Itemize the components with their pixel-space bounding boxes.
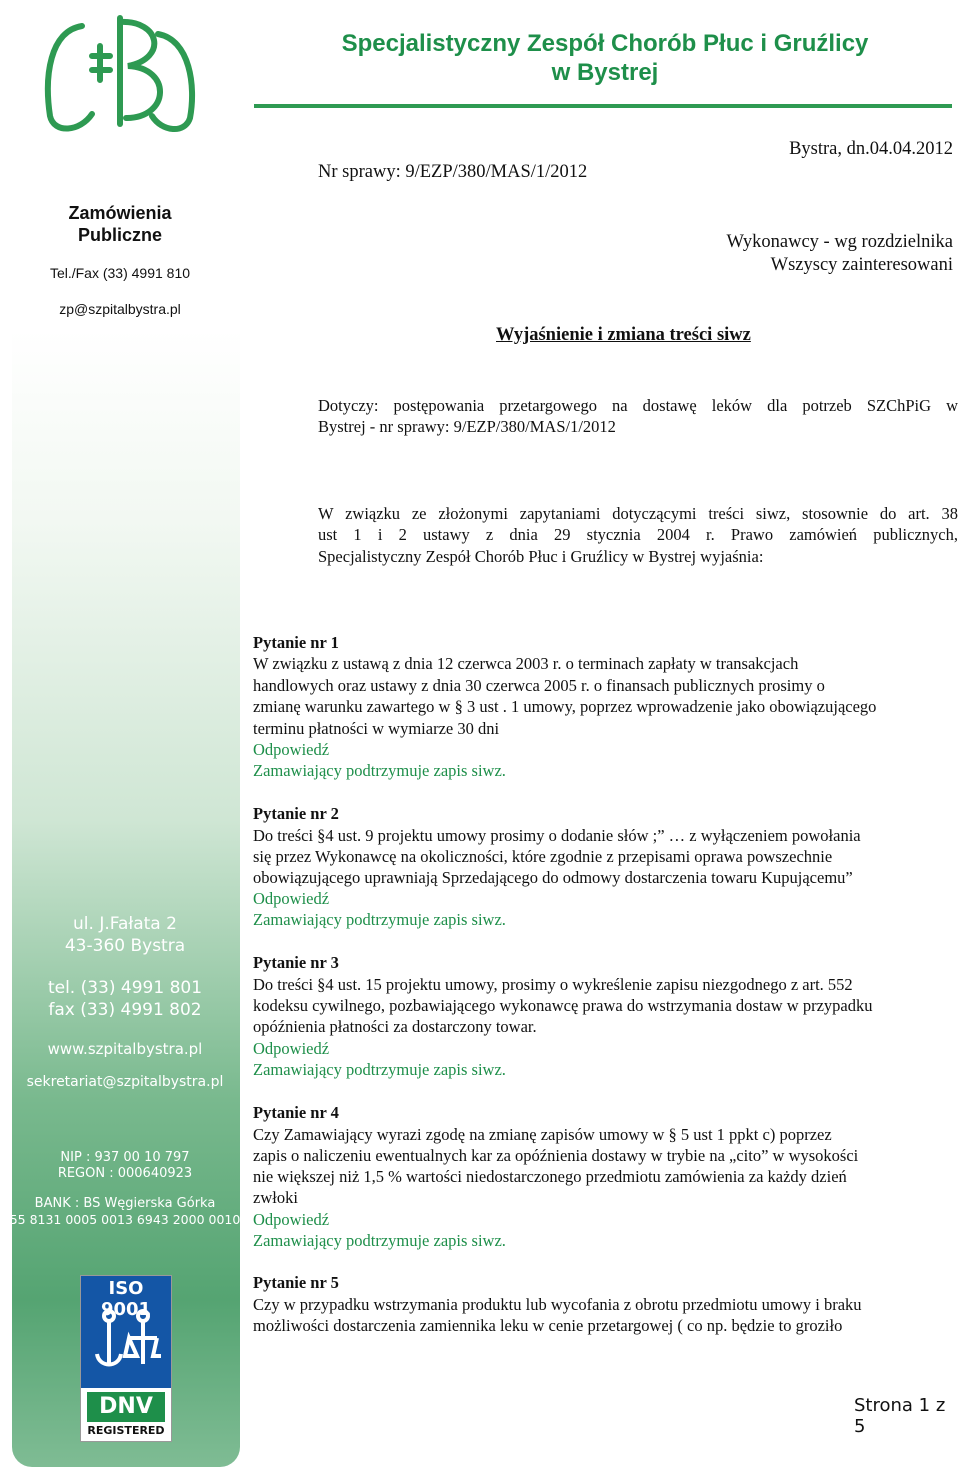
iso-certificate-badge: [80, 1275, 172, 1442]
sidebar-phone: Tel./Fax (33) 4991 810: [49, 265, 191, 281]
question-text-line: opóźnienia płatności za dostarczony towar.: [253, 1017, 537, 1036]
question-text-line: Do treści §4 ust. 15 projektu umowy, prosimy o wykreślenie zapisu niezgodnego z art. 552: [253, 975, 853, 994]
subject-title: Wyjaśnienie i zmiana treści siwz: [496, 325, 751, 345]
question-text-line: się przez Wykonawcę na okoliczności, które zgodnie z przepisami oprawa powszechnie: [253, 847, 833, 866]
answer-text: Zamawiający podtrzymuje zapis siwz.: [253, 1231, 506, 1250]
case-number: Nr sprawy: 9/EZP/380/MAS/1/2012: [318, 162, 588, 182]
answer-text: Zamawiający podtrzymuje zapis siwz.: [253, 910, 506, 929]
sidebar-account: 55 8131 0005 0013 6943 2000 0010: [9, 1212, 241, 1227]
header-title-line1: Specjalistyczny Zespół Chorób Płuc i Gruźlicy: [341, 30, 869, 57]
question-text-line: handlowych oraz ustawy z dnia 30 czerwca 2005 r. o finansach publicznych prosimy o: [253, 676, 825, 695]
question-text-line: kodeksu cywilnego, pozbawiającego wykonawcę prawa do wstrzymania dostaw w przypadku: [253, 996, 873, 1015]
answer-text: Zamawiający podtrzymuje zapis siwz.: [253, 761, 506, 780]
sidebar-heading-line1: Zamówienia: [68, 203, 172, 223]
sidebar-secretary-email: sekretariat@szpitalbystra.pl: [26, 1074, 224, 1090]
document-date: Bystra, dn.04.04.2012: [789, 139, 953, 159]
intro-line1: W związku ze złożonymi zapytaniami dotyczącymi treści siwz, stosownie do art. 38: [318, 504, 958, 523]
address-street: ul. J.Fałata 2: [73, 914, 177, 934]
question-text-line: zmianę warunku zawartego w § 3 ust . 1 umowy, poprzez wprowadzenie jako obowiązującego: [253, 697, 877, 716]
question-title: Pytanie nr 4: [253, 1103, 339, 1122]
answer-label: Odpowiedź: [253, 1039, 330, 1058]
address-city: 43-360 Bystra: [64, 936, 186, 956]
question-text-line: zwłoki: [253, 1188, 298, 1207]
hospital-logo: [40, 6, 200, 136]
answer-text: Zamawiający podtrzymuje zapis siwz.: [253, 1060, 506, 1079]
header-divider: [254, 104, 952, 108]
sidebar-heading-line2: Publiczne: [77, 225, 162, 245]
concerns-line2: Bystrej - nr sprawy: 9/EZP/380/MAS/1/2012: [318, 417, 616, 436]
page-number: Strona 1 z 5: [854, 1395, 946, 1437]
question-text-line: zapis o naliczeniu ewentualnych kar za opóźnienia dostawy w trybie na „cito” w wysokości: [253, 1146, 859, 1165]
question-text-line: Czy Zamawiający wyrazi zgodę na zmianę zapisów umowy w § 5 ust 1 ppkt c) poprzez: [253, 1125, 832, 1144]
question-title: Pytanie nr 1: [253, 633, 339, 652]
question-text-line: terminu płatności w wymiarze 30 dni: [253, 719, 500, 738]
recipient-line1: Wykonawcy - wg rozdzielnika: [726, 232, 953, 252]
concerns-line1: Dotyczy: postępowania przetargowego na dostawę leków dla potrzeb SZChPiG w: [318, 396, 958, 415]
sidebar-tel: tel. (33) 4991 801: [47, 978, 203, 998]
sidebar-website: www.szpitalbystra.pl: [47, 1040, 203, 1058]
sidebar-email: zp@szpitalbystra.pl: [59, 301, 181, 317]
question-text-line: Czy w przypadku wstrzymania produktu lub wycofania z obrotu przedmiotu umowy i braku: [253, 1295, 862, 1314]
question-text-line: nie większej niż 1,5 % wartości niedostarczonego przedmiotu zamówienia za każdy dzień: [253, 1167, 847, 1186]
header-title-line2: w Bystrej: [551, 59, 659, 86]
sidebar-regon: REGON : 000640923: [57, 1166, 193, 1181]
sidebar-nip: NIP : 937 00 10 797: [60, 1150, 190, 1165]
recipient-line2: Wszyscy zainteresowani: [770, 255, 953, 275]
registered-label: REGISTERED: [87, 1424, 165, 1437]
iso-label: ISO 9001: [100, 1278, 152, 1320]
question-text-line: możliwości dostarczenia zamiennika leku w cenie przetargowej ( co np. będzie to groziło: [253, 1316, 843, 1335]
dnv-logo: DNV: [87, 1392, 165, 1422]
answer-label: Odpowiedź: [253, 1210, 330, 1229]
intro-line2: ust 1 i 2 ustawy z dnia 29 stycznia 2004 r. Prawo zamówień publicznych,: [318, 525, 958, 544]
question-text-line: Do treści §4 ust. 9 projektu umowy prosimy o dodanie słów ;” … z wyłączeniem powołania: [253, 826, 861, 845]
question-text-line: obowiązującego uprawniają Sprzedającego do odmowy dostarczenia towaru Kupującemu”: [253, 868, 853, 887]
answer-label: Odpowiedź: [253, 740, 330, 759]
question-title: Pytanie nr 5: [253, 1273, 339, 1292]
anchor-scales-icon: [91, 1304, 161, 1384]
sidebar-fax: fax (33) 4991 802: [48, 1000, 202, 1020]
answer-label: Odpowiedź: [253, 889, 330, 908]
question-title: Pytanie nr 2: [253, 804, 339, 823]
sidebar-bank: BANK : BS Węgierska Górka: [34, 1196, 216, 1211]
question-text-line: W związku z ustawą z dnia 12 czerwca 2003 r. o terminach zapłaty w transakcjach: [253, 654, 799, 673]
question-title: Pytanie nr 3: [253, 953, 339, 972]
intro-line3: Specjalistyczny Zespół Chorób Płuc i Gruźlicy w Bystrej wyjaśnia:: [318, 547, 764, 566]
